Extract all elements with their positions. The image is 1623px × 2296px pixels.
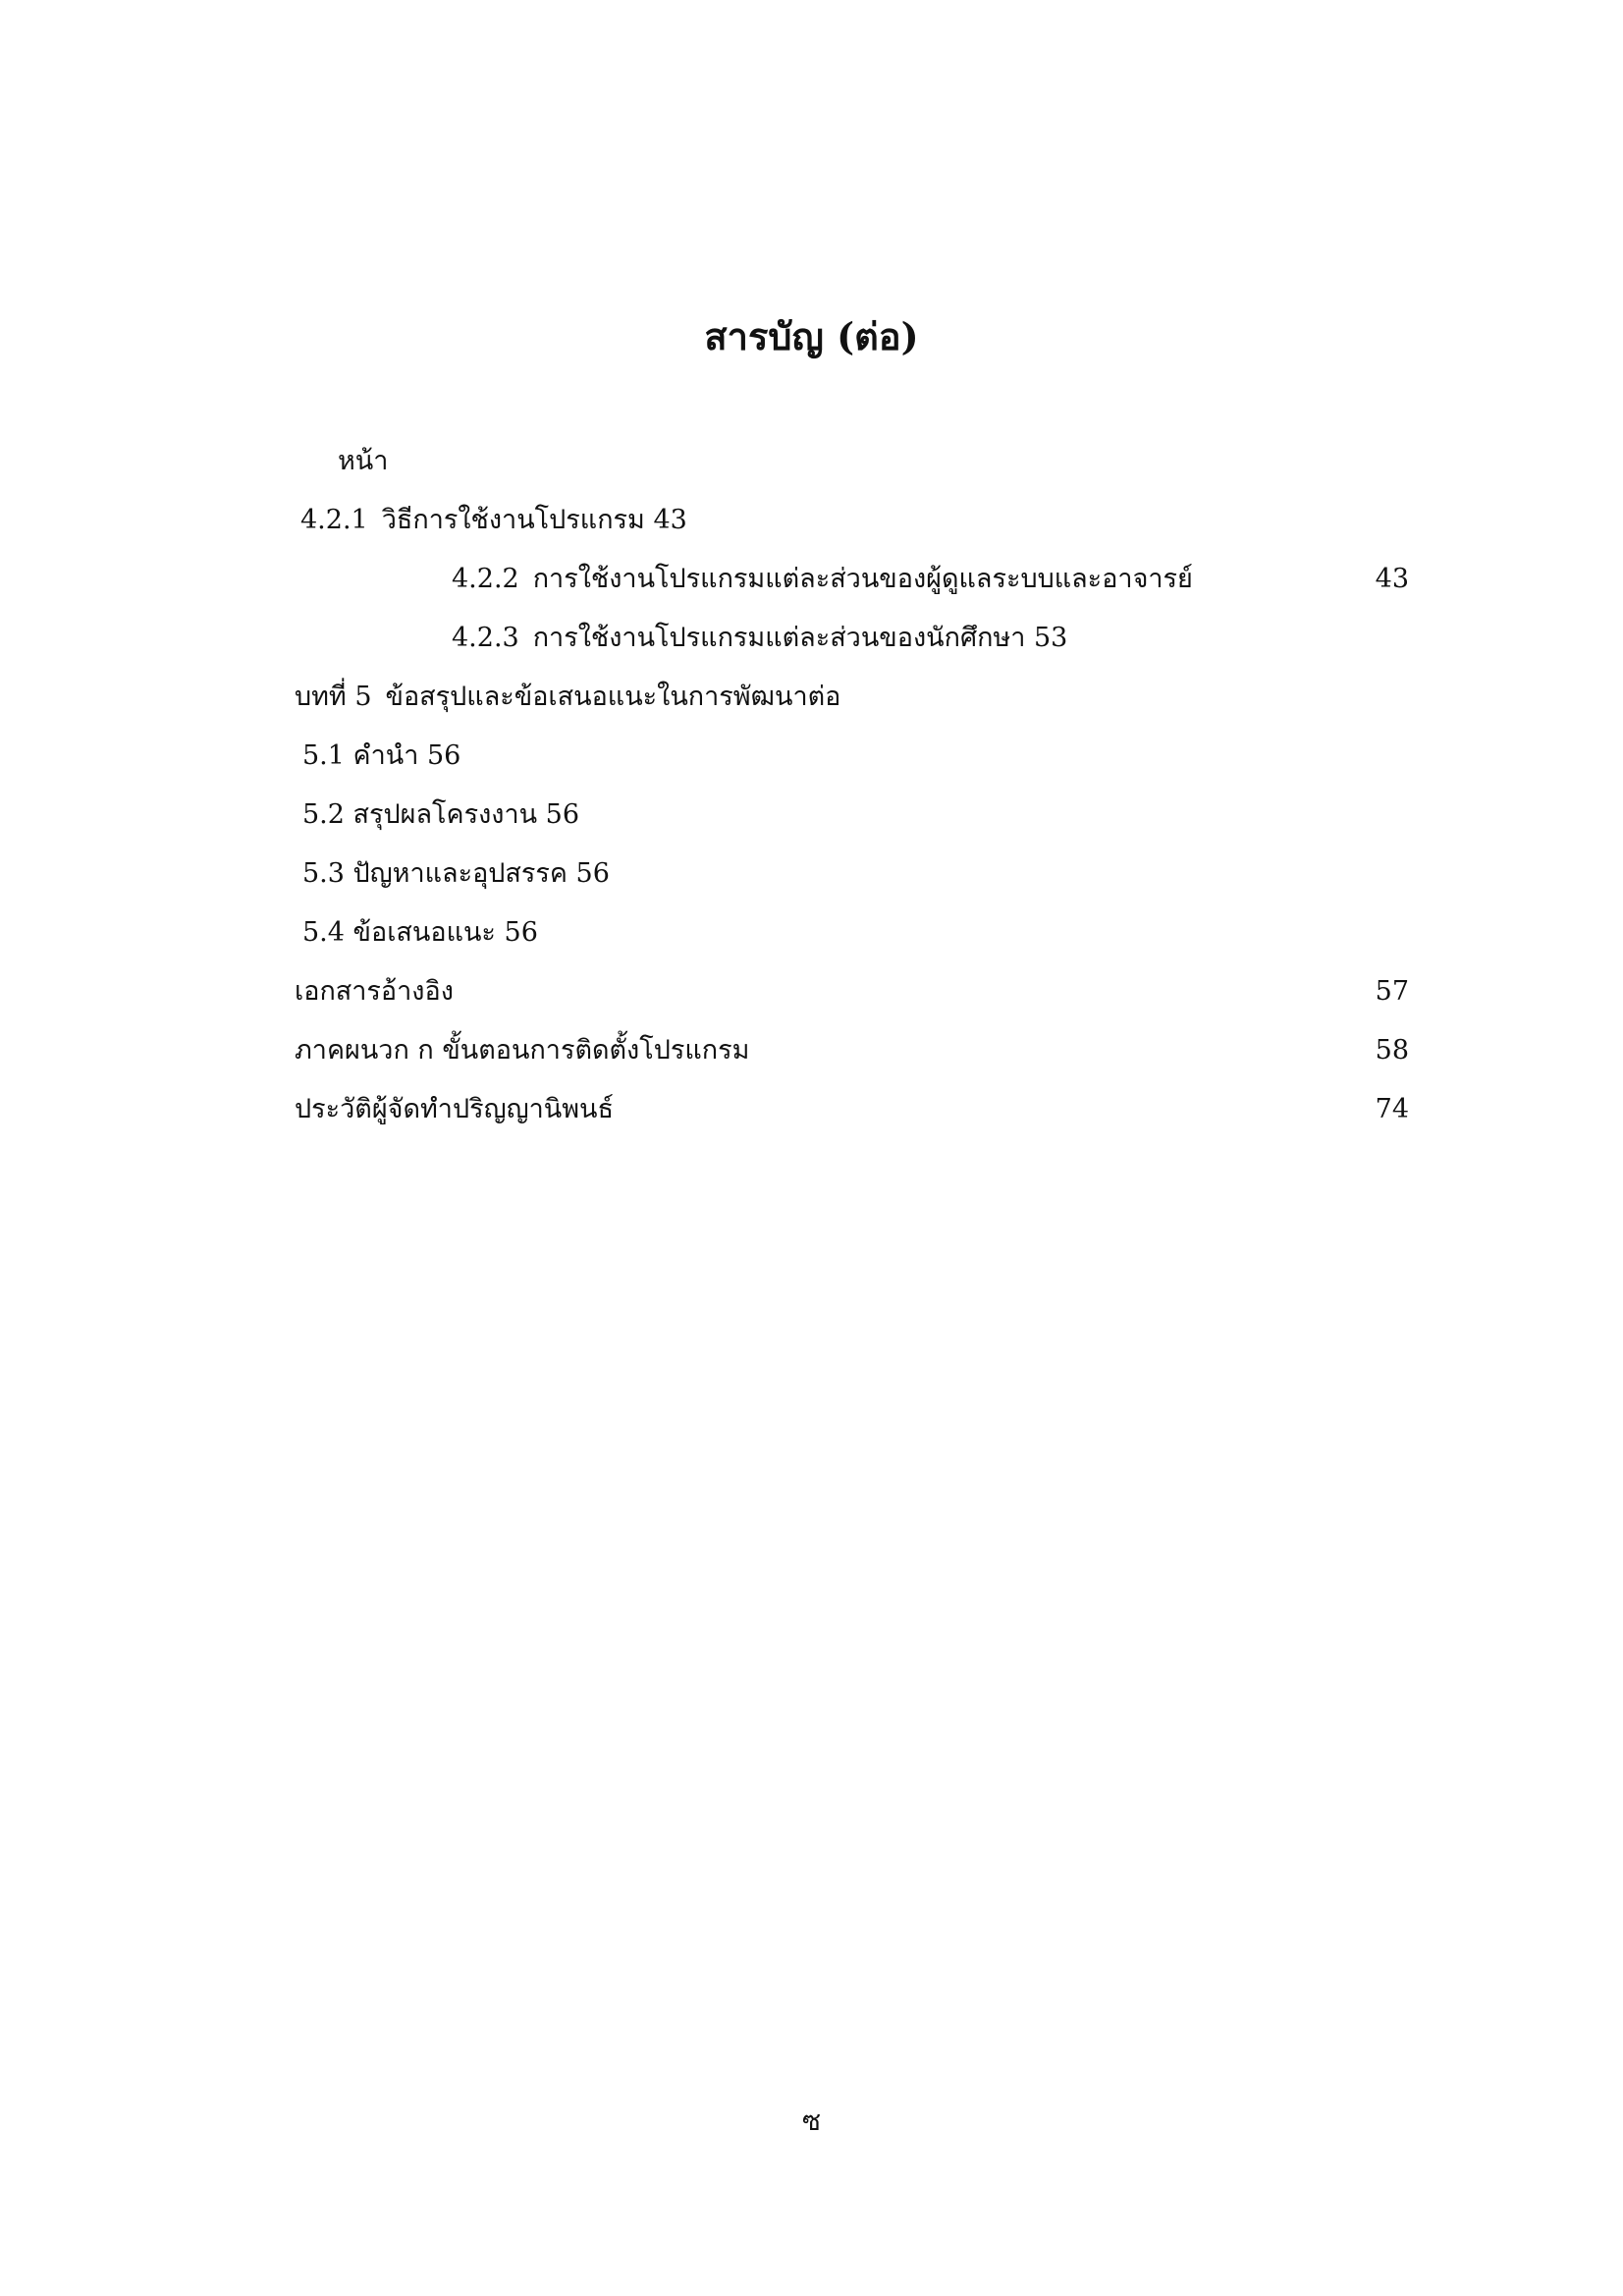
toc-entry-number: 4.2.1: [300, 505, 368, 535]
toc-entry-text: ข้อสรุปและข้อเสนอแนะในการพัฒนาต่อ: [385, 682, 841, 712]
toc-entry-number: 4.2.2: [452, 564, 519, 594]
toc-entry-4-2-3: [452, 619, 1067, 658]
toc-entry-4-2-1: [300, 501, 687, 540]
toc-entry-page-number: 57: [1375, 976, 1409, 1007]
toc-entry-5-1: [302, 737, 460, 776]
toc-entry-text: 5.1 คำนำ 56: [302, 740, 461, 771]
toc-entry-5-4: [302, 913, 538, 953]
toc-entry-text: การใช้งานโปรแกรมแต่ละส่วนของผู้ดูแลระบบและอาจารย์: [532, 564, 1193, 594]
toc-entry-text: วิธีการใช้งานโปรแกรม 43: [381, 505, 687, 535]
toc-entry-references: [295, 972, 454, 1011]
toc-entry-page-number: 58: [1375, 1035, 1409, 1066]
page-title: สารบัญ (ต่อ): [704, 314, 919, 358]
toc-entry-text: 5.2 สรุปผลโครงงาน 56: [302, 799, 579, 830]
footer-page-number: ซ: [801, 2105, 821, 2137]
toc-entry-4-2-2: [452, 560, 1193, 599]
toc-entry-5-3: [302, 854, 610, 894]
toc-entry-text: 5.4 ข้อเสนอแนะ 56: [302, 917, 538, 948]
toc-entry-number: บทที่ 5: [295, 682, 372, 712]
toc-entry-text: ประวัติผู้จัดทำปริญญานิพนธ์: [295, 1094, 614, 1124]
toc-entry-page-number: 43: [1375, 564, 1409, 594]
toc-entry-text: เอกสารอ้างอิง: [295, 976, 454, 1007]
toc-entry-text: ภาคผนวก ก ขั้นตอนการติดตั้งโปรแกรม: [295, 1035, 750, 1066]
toc-entry-5-2: [302, 795, 579, 835]
toc-entry-text: 5.3 ปัญหาและอุปสรรค 56: [302, 858, 610, 889]
toc-entry-page-number: 74: [1375, 1094, 1409, 1124]
toc-entry-text: การใช้งานโปรแกรมแต่ละส่วนของนักศึกษา 53: [532, 623, 1068, 653]
page-column-label: หน้า: [338, 446, 389, 476]
toc-entry-number: 4.2.3: [452, 623, 519, 653]
toc-chapter-5: [295, 678, 840, 717]
toc-entry-author-biography: [295, 1090, 614, 1129]
toc-entry-appendix-a: [295, 1031, 749, 1070]
